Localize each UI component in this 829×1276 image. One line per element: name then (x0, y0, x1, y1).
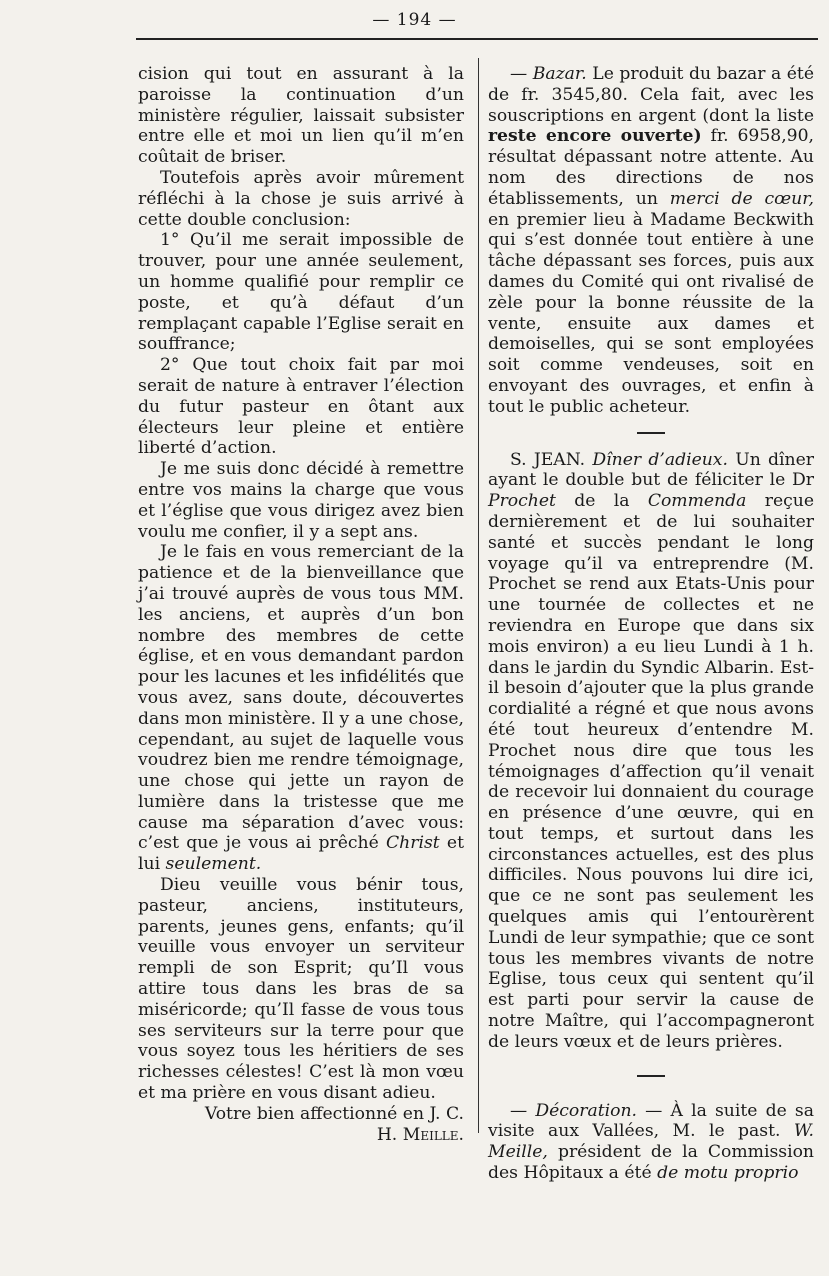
text-run: reçue dernièrement et de lui souhaiter santé et succès pendant le long voyage qu’il va entreprendre (M. Prochet se rend aux Etats-Unis pour une tournée de collectes et ne reviendra en Europe que dans six mois environ) a eu lieu Lundi à 1 h. dans le jardin du Syndic Albarin. Est-il besoin d’ajouter que la plus grande cordialité a régné et que nous avons été tout heureux d’entendre M. Prochet nous dire que tous les témoignages d’affection qu’il venait de recevoir lui donnaient du courage en présence d’une œuvre, qui en tout temps, et surtout dans les circonstances actuelles, est des plus difficiles. Nous pouvons lui dire ici, que ce ne sont pas seulement les quelques amis qui l’entourèrent Lundi de leur sympathie; que ce sont tous les membres vivants de notre Eglise, tous ceux qui sentent qu’il est parti pour servir la cause de notre Maître, qui l’accompagneront de leurs vœux et de leurs prières. (488, 491, 814, 1052)
text-run: Un dîner ayant le double but de féliciter le Dr (488, 449, 814, 491)
text-run: fr. 6958,90, résultat dépassant notre attente. Au nom des directions de nos établissements, un (488, 126, 814, 209)
saint-jean-paragraph (488, 450, 814, 1053)
text-run: de la (574, 491, 630, 512)
place-name: S. JEAN. (510, 449, 586, 470)
right-column (488, 64, 814, 1184)
paragraph: Toutefois après avoir mûrement réfléchi à la chose je suis arrivé à cette double conclusion: (138, 167, 464, 230)
section-separator (637, 432, 665, 434)
italic-text: Commenda (647, 491, 747, 512)
text-run: — À la suite de sa visite aux Vallées, M. le past. (488, 1100, 814, 1142)
closing-line: Votre bien affectionné en J. C. (204, 1103, 464, 1124)
italic-text: merci de cœur, (669, 188, 815, 209)
paragraph (138, 542, 464, 875)
italic-text: Prochet (488, 491, 556, 512)
section-separator (637, 1075, 665, 1077)
text-run: président de la Commission des Hôpitaux a été (488, 1142, 814, 1184)
text-run: Le produit du bazar a été de fr. 3545,80. Cela fait, avec les souscriptions en argent (dont la liste (488, 64, 815, 126)
column-divider (478, 58, 479, 1133)
paragraph: Dieu veuille vous bénir tous, pasteur, anciens, instituteurs, parents, jeunes gens, enfants; qu’il veuille vous envoyer un serviteur rempli de son Esprit; qu’Il vous attire tous dans les bras de sa miséricorde; qu’Il fasse de vous tous ses serviteurs sur la terre pour que vous soyez tous les héritiers de ses richesses célestes! C’est là mon vœu et ma prière en vous disant adieu. (138, 875, 464, 1104)
section-lead: — Décoration. (510, 1100, 638, 1121)
italic-text: seulement. (165, 854, 262, 875)
bold-text: reste encore ouverte) (488, 126, 702, 147)
italic-text: W. Meille, (488, 1121, 814, 1163)
paragraph: 2° Que tout choix fait par moi serait de nature à entraver l’élection du futur pasteur en ôtant aux électeurs leur pleine et entière liberté d’action. (138, 355, 464, 459)
paragraph: cision qui tout en assurant à la paroisse la continuation d’un ministère régulier, laissait subsister entre elle et moi un lien qu’il m’en coûtait de briser. (138, 64, 464, 168)
bazar-paragraph (488, 64, 814, 418)
paragraph: 1° Qu’il me serait impossible de trouver, pour une année seulement, un homme qualifié pour remplir ce poste, et qu’à défaut d’un remplaçant capable l’Eglise serait en souffrance; (138, 230, 464, 355)
page-number: — 194 — (372, 10, 457, 30)
decoration-paragraph (488, 1101, 814, 1184)
text-run: et lui (138, 833, 465, 875)
section-title: Dîner d’adieux. (592, 449, 728, 470)
signature: H. Meille. (376, 1124, 464, 1145)
italic-text: Christ (386, 833, 440, 854)
left-column (138, 64, 464, 1145)
text-run: Je le fais en vous remerciant de la patience et de la bienveillance que j’ai trouvé auprès de vous tous MM. les anciens, et auprès d’un bon nombre des membres de cette église, et en vous demandant pardon pour les lacunes et les infidélités que vous avez, sans doute, découvertes dans mon ministère. Il y a une chose, cependant, au sujet de laquelle vous voudrez bien me rendre témoignage, une chose qui jette un rayon de lumière dans la tristesse que me cause ma séparation d’avec vous: c’est que je vous ai prêché (138, 542, 464, 854)
section-lead: — Bazar. (510, 64, 587, 84)
text-run: en premier lieu à Madame Beckwith qui s’est donnée tout entière à une tâche dépassant ses forces, puis aux dames du Comité qui ont rivalisé de zèle pour la bonne réussite de la vente, ensuite aux dames et demoiselles, qui se sont employées soit comme vendeuses, soit en envoyant des ouvrages, et enfin à tout le public acheteur. (488, 209, 814, 417)
italic-text: de motu proprio (657, 1163, 799, 1184)
header-rule (136, 38, 818, 40)
paragraph: Je me suis donc décidé à remettre entre vos mains la charge que vous et l’église que vous dirigez avez bien voulu me confier, il y a sept ans. (138, 459, 464, 542)
